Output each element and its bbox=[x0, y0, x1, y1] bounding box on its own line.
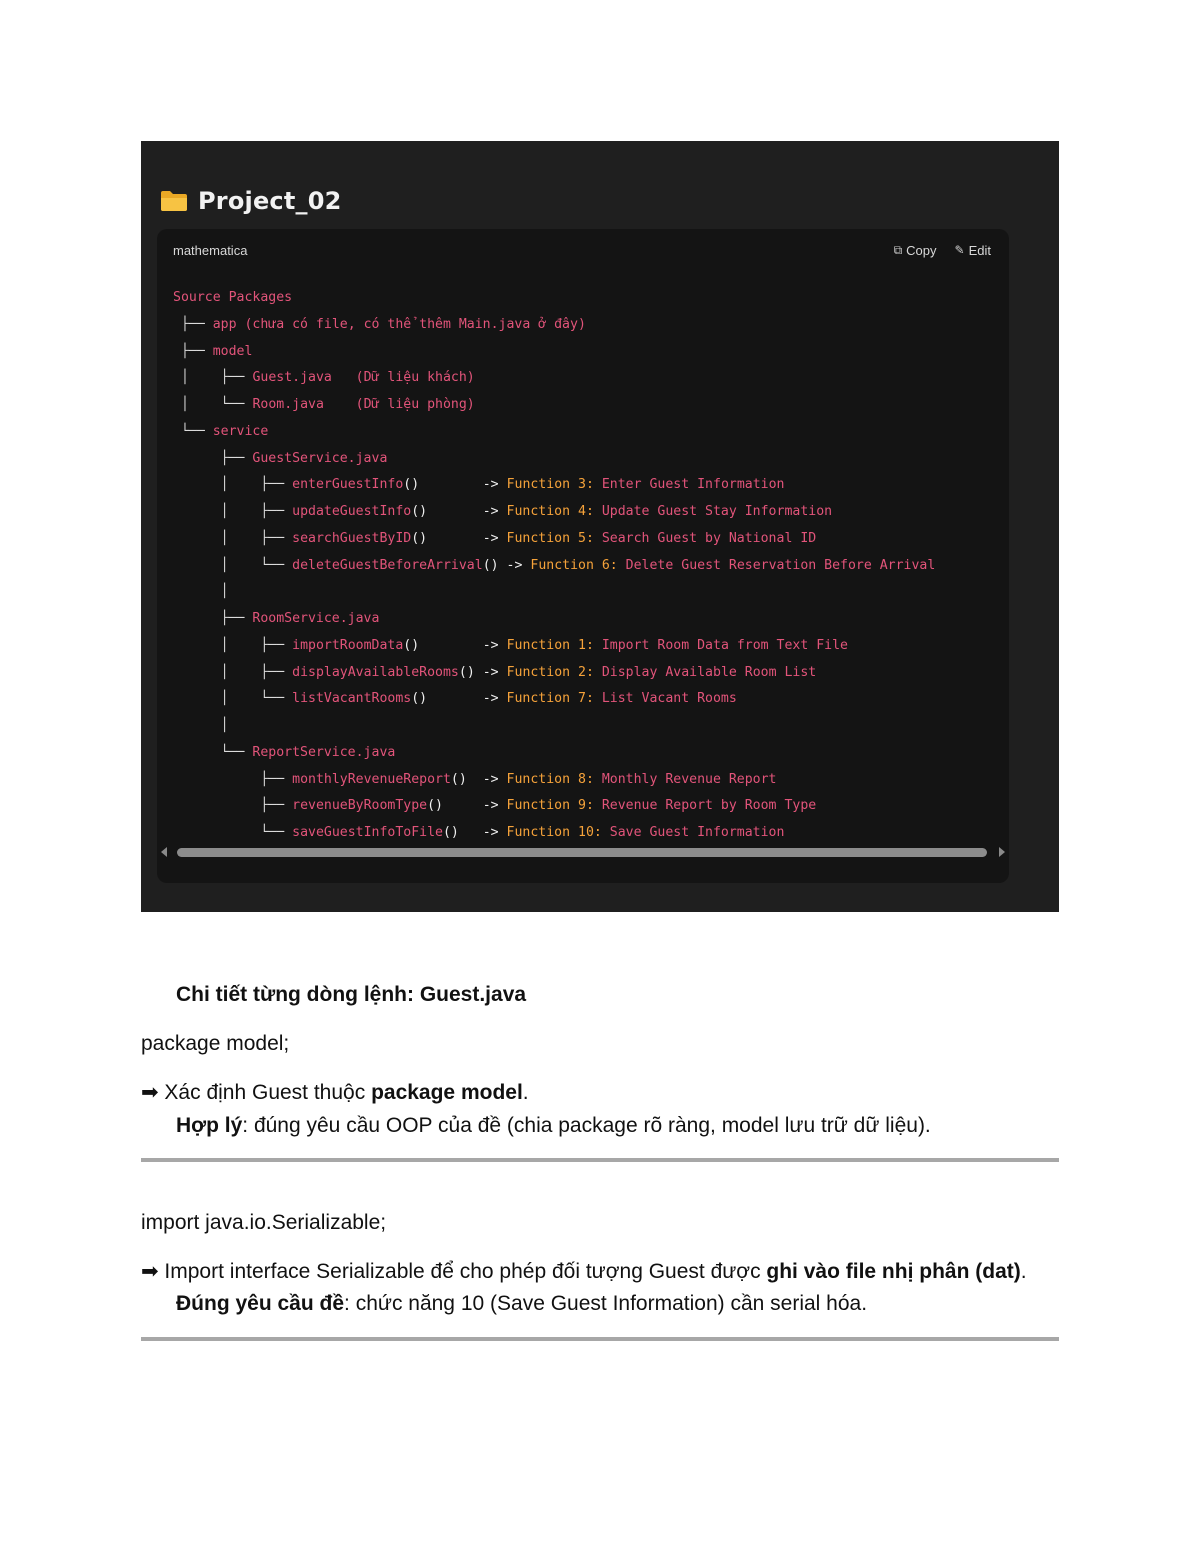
code-line: Source Packages bbox=[173, 290, 293, 305]
code-line: │ ├── importRoomData() -> Function 1: Import Room Data from Text File bbox=[220, 637, 848, 653]
folder-icon bbox=[160, 190, 188, 212]
code-screenshot bbox=[141, 141, 1059, 912]
explanation-line: ➡ Xác định Guest thuộc package model. bbox=[141, 1081, 529, 1104]
code-statement: package model; bbox=[141, 1032, 290, 1055]
code-line: ├── GuestService.java bbox=[220, 450, 388, 466]
code-header bbox=[173, 239, 991, 261]
code-line: ├── app (chưa có file, có thể thêm Main.java ở đây) bbox=[180, 316, 586, 332]
project-header bbox=[160, 183, 342, 219]
scrollbar-thumb[interactable] bbox=[177, 848, 987, 857]
explanation-line: ➡ Import interface Serializable để cho phép đối tượng Guest được ghi vào file nhị phân (dat). bbox=[141, 1260, 1027, 1283]
edit-label: Edit bbox=[968, 242, 991, 258]
code-statement: import java.io.Serializable; bbox=[141, 1211, 387, 1234]
code-line: └── saveGuestInfoToFile() -> Function 10: Save Guest Information bbox=[260, 825, 785, 840]
divider bbox=[141, 1158, 1059, 1162]
code-content bbox=[173, 285, 935, 847]
edit-button[interactable] bbox=[955, 243, 991, 258]
divider bbox=[141, 1337, 1059, 1341]
copy-label: Copy bbox=[906, 242, 937, 258]
code-line: │ ├── Guest.java (Dữ liệu khách) bbox=[180, 370, 475, 386]
code-line: │ ├── enterGuestInfo() -> Function 3: Enter Guest Information bbox=[220, 477, 785, 493]
code-line: │ └── Room.java (Dữ liệu phòng) bbox=[180, 397, 475, 412]
code-line: │ ├── displayAvailableRooms() -> Function 2: Display Available Room List bbox=[220, 664, 817, 680]
code-line: ├── monthlyRevenueReport() -> Function 8: Monthly Revenue Report bbox=[260, 771, 777, 787]
code-line: ├── RoomService.java bbox=[220, 611, 380, 626]
horizontal-scrollbar[interactable] bbox=[161, 847, 1005, 859]
code-line: ├── revenueByRoomType() -> Function 9: Revenue Report by Room Type bbox=[260, 798, 817, 814]
rationale-line: Hợp lý: đúng yêu cầu OOP của đề (chia package rõ ràng, model lưu trữ dữ liệu). bbox=[176, 1114, 931, 1137]
code-line: │ └── listVacantRooms() -> Function 7: List Vacant Rooms bbox=[220, 691, 737, 707]
project-title: Project_02 bbox=[198, 187, 342, 215]
code-line: ├── model bbox=[180, 343, 253, 359]
code-line: │ ├── searchGuestByID() -> Function 5: Search Guest by National ID bbox=[220, 530, 817, 546]
copy-button[interactable] bbox=[894, 243, 937, 258]
section-heading: Chi tiết từng dòng lệnh: Guest.java bbox=[176, 983, 527, 1006]
code-line: │ bbox=[220, 718, 229, 733]
scroll-right-arrow-icon[interactable] bbox=[999, 847, 1005, 857]
code-line: │ bbox=[220, 584, 229, 600]
code-language-label: mathematica bbox=[173, 242, 248, 258]
copy-icon: ⧉ bbox=[893, 242, 903, 257]
scroll-left-arrow-icon[interactable] bbox=[161, 847, 167, 857]
code-line: └── ReportService.java bbox=[220, 744, 396, 760]
code-line: │ └── deleteGuestBeforeArrival() -> Function 6: Delete Guest Reservation Before Arrival bbox=[220, 557, 936, 573]
rationale-line: Đúng yêu cầu đề: chức năng 10 (Save Guest Information) cần serial hóa. bbox=[176, 1292, 868, 1315]
pencil-icon: ✎ bbox=[954, 243, 965, 257]
code-line: └── service bbox=[180, 423, 269, 439]
code-line: │ ├── updateGuestInfo() -> Function 4: Update Guest Stay Information bbox=[220, 504, 833, 519]
code-block bbox=[157, 229, 1009, 883]
